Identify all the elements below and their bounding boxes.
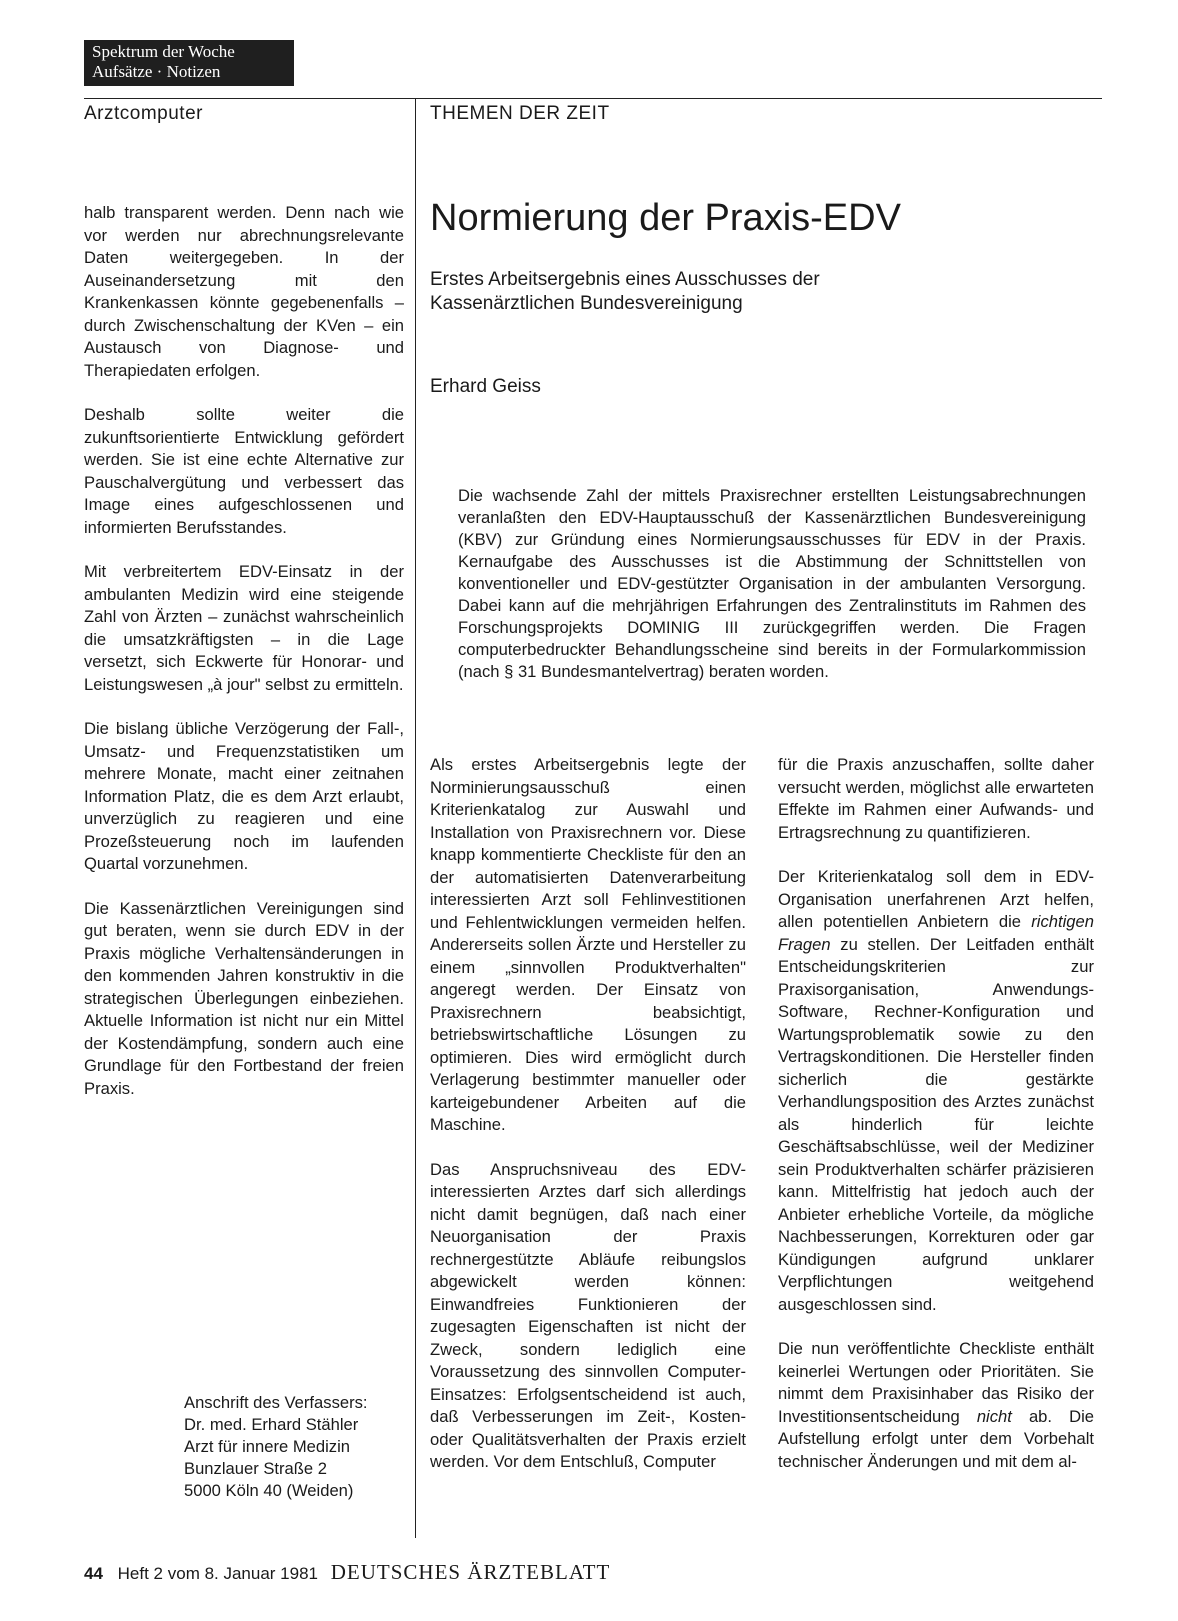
- address-line: Arzt für innere Medizin: [184, 1437, 351, 1456]
- magazine-name: DEUTSCHES ÄRZTEBLATT: [330, 1560, 611, 1584]
- right-paragraph: für die Praxis anzuschaffen, sollte daher versucht werden, möglichst alle erwarteten Effekte im Rahmen einer Aufwands- und Ertragsrechnung zu quantifizieren.: [778, 755, 1094, 842]
- badge-line-1: Spektrum der Woche: [92, 42, 235, 61]
- section-label-left: Arztcomputer: [84, 103, 203, 124]
- address-line: Bunzlauer Straße 2: [184, 1459, 327, 1478]
- right-column: [778, 754, 1094, 1495]
- left-paragraph: Die Kassenärztlichen Vereinigungen sind gut beraten, wenn sie durch EDV in der Praxis mögliche Verhaltensänderungen in den kommenden Jahren konstruktiv in die strategischen Überlegungen einbeziehen. Aktuelle Information ist nicht nur ein Mittel der Kostendämpfung, sondern auch eine Grundlage für den Fortbestand der freien Praxis.: [84, 898, 404, 1098]
- middle-paragraph: Das Anspruchsniveau des EDV-interessierten Arztes darf sich allerdings nicht damit begnügen, daß nach einer Neuorganisation der Praxis rechnergestützte Abläufe reibungslos abgewickelt werden können: Einwandfreies Funktionieren der zugesagten Eigenschaften ist nicht der Zweck, sondern lediglich eine Voraussetzung des sinnvollen Computer-Einsatzes: Erfolgsentscheidend ist auch, daß Verbesserungen im Zeit-, Kosten- oder Qualitätsverhalten der Praxis erzielt werden. Vor dem Entschluß, Computer: [430, 1159, 746, 1471]
- right-paragraph: [778, 1338, 1094, 1473]
- page-footer: [84, 1560, 610, 1585]
- page-number: 44: [84, 1564, 103, 1583]
- right-paragraph: [778, 866, 1094, 1316]
- section-label-right: THEMEN DER ZEIT: [430, 103, 610, 124]
- article-abstract: Die wachsende Zahl der mittels Praxisrechner erstellten Leistungsabrechnungen veranlaßten den EDV-Hauptausschuß der Kassenärztlichen Bundesvereinigung (KBV) zur Gründung eines Normierungsausschusses für EDV in der Praxis. Kernaufgabe des Ausschusses ist die Abstimmung der Schnittstellen von konventioneller und EDV-gestützter Organisation in der ambulanten Versorgung. Dabei kann auf die mehrjährigen Erfahrungen des Zentralinstituts im Rahmen des Forschungsprojekts DOMINIG III zurückgegriffen werden. Die Fragen computerbedruckter Behandlungsscheine sind bereits in der Formularkommission (nach § 31 Bundesmantelvertrag) beraten worden.: [458, 486, 1086, 681]
- left-paragraph: Deshalb sollte weiter die zukunftsorientierte Entwicklung gefördert werden. Sie ist eine echte Alternative zur Pauschalvergütung und verbessert das Image eines aufgeschlossenen und informierten Berufsstandes.: [84, 405, 404, 537]
- text-run: Der Kriterienkatalog soll dem in EDV-Organisation unerfahrenen Arzt helfen, allen potentiellen Anbietern die: [778, 867, 1094, 931]
- address-line: Dr. med. Erhard Stähler: [184, 1415, 359, 1434]
- left-column: [84, 202, 404, 1122]
- text-run: ab. Die Aufstellung erfolgt unter dem Vorbehalt technischer Änderungen und mit dem al-: [778, 1406, 1094, 1471]
- top-rule: [84, 98, 1102, 99]
- section-badge: [84, 40, 294, 86]
- middle-paragraph: Als erstes Arbeitsergebnis legte der Norminierungsausschuß einen Kriterienkatalog zur Auswahl und Installation von Praxisrechnern vor. Diese knapp kommentierte Checkliste für den an der automatisierten Datenverarbeitung interessierten Arzt soll Fehlinvestitionen und Fehlentwicklungen vermeiden helfen. Andererseits sollen Ärzte und Hersteller zu einem „sinnvollen Produktverhalten" angeregt werden. Der Einsatz von Praxisrechnern beabsichtigt, betriebswirtschaftliche Lösungen zu optimieren. Dies wird ermöglicht durch Verlagerung bestimmter manueller oder karteigebundener Arbeiten auf die Maschine.: [430, 755, 746, 1134]
- address-line: 5000 Köln 40 (Weiden): [184, 1481, 354, 1500]
- emphasis: richtigen Fragen: [778, 912, 1094, 954]
- text-run: Die nun veröffentlichte Checkliste enthält keinerlei Wertungen oder Prioritäten. Sie nimmt dem Praxisinhaber das Risiko der Investitionsentscheidung: [778, 1339, 1094, 1426]
- column-divider: [415, 98, 416, 1538]
- issue-info: Heft 2 vom 8. Januar 1981: [117, 1564, 318, 1583]
- left-paragraph: halb transparent werden. Denn nach wie vor werden nur abrechnungsrelevante Daten weitergegeben. In der Auseinandersetzung mit den Krankenkassen könnte gegebenenfalls – durch Zwischenschaltung der KVen – ein Austausch von Diagnose- und Therapiedaten erfolgen.: [84, 203, 404, 380]
- left-paragraph: Mit verbreitertem EDV-Einsatz in der ambulanten Medizin wird eine steigende Zahl von Ärzten – zunächst wahrscheinlich die umsatzkräftigsten – in die Lage versetzt, sich Eckwerte für Honorar- und Leistungswesen „à jour" selbst zu ermitteln.: [84, 562, 404, 694]
- badge-line-2: Aufsätze · Notizen: [92, 62, 221, 81]
- author-address: [184, 1392, 406, 1502]
- article-subtitle: Erstes Arbeitsergebnis eines Ausschusses der Kassenärztlichen Bundesvereinigung: [430, 269, 820, 314]
- middle-column: [430, 754, 746, 1496]
- article-author: Erhard Geiss: [430, 376, 541, 397]
- text-run: zu stellen. Der Leitfaden enthält Entscheidungskriterien zur Praxisorganisation, Anwendungs-Software, Rechner-Konfiguration und Wartungsproblematik sowie zu den Vertragskonditionen. Die Hersteller finden sicherlich die gestärkte Verhandlungsposition des Arztes zunächst als hinderlich für leichte Geschäftsabschlüsse, weil der Mediziner sein Produktverhalten schärfer präzisieren kann. Mittelfristig hat jedoch auch der Anbieter erhebliche Vorteile, da mögliche Nachbesserungen, Korrekturen oder gar Kündigungen aufgrund unklarer Verpflichtungen weitgehend ausgeschlossen sind.: [778, 934, 1094, 1314]
- left-paragraph: Die bislang übliche Verzögerung der Fall-, Umsatz- und Frequenzstatistiken um mehrere Monate, macht einer zeitnahen Information Platz, die es dem Arzt erlaubt, unverzüglich zu reagieren und eine Prozeßsteuerung noch im laufenden Quartal vorzunehmen.: [84, 719, 404, 873]
- article-title: Normierung der Praxis-EDV: [430, 197, 901, 239]
- emphasis: nicht: [976, 1406, 1012, 1426]
- address-line: Anschrift des Verfassers:: [184, 1393, 368, 1412]
